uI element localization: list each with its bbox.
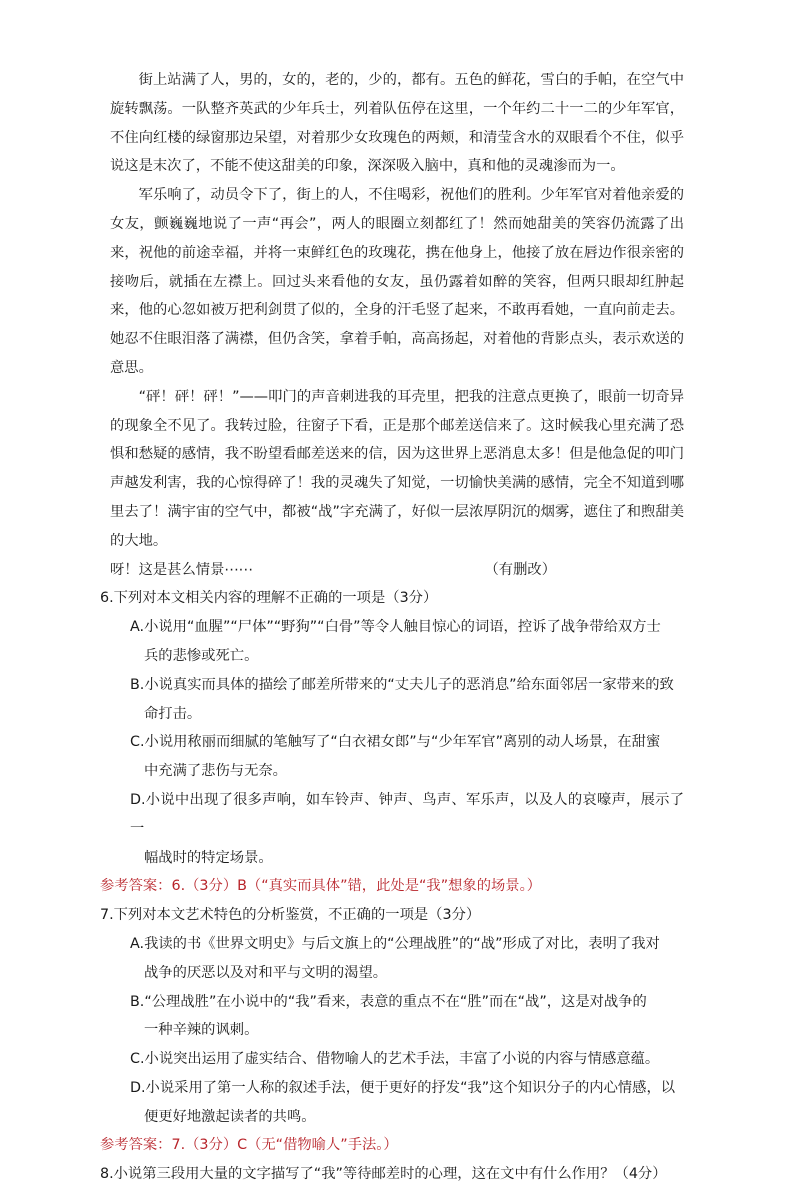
option-line: C.小说突出运用了虚实结合、借物喻人的艺术手法，丰富了小说的内容与情感意蕴。: [130, 1051, 660, 1068]
question-6-stem: 6.下列对本文相关内容的理解不正确的一项是（3分）: [100, 590, 438, 607]
question-7-option-b: [110, 988, 684, 1046]
story-paragraph-3: “砰！砰！砰！”——叩门的声音刺进我的耳壳里，把我的注意点更换了，眼前一切奇异的现象全不见了。我转过脸，往窗子下看，正是那个邮差送信来了。这时候我心里充满了恐惧和愁疑的感情，我不盼望看邮差送来的信，因为这世界上恶消息太多！但是他急促的叩门声越发利害，我的心惊得碎了！我的灵魂失了知觉，一切愉快美满的感情，完全不知道到哪里去了！满宇宙的空气中，都被“战”字充满了，好似一层浓厚阴沉的烟雾，遮住了和煦甜美的大地。: [110, 388, 684, 549]
option-continuation: 中充满了悲伤与无奈。: [144, 763, 287, 780]
question-7-option-a: [110, 930, 684, 988]
option-line: D.小说采用了第一人称的叙述手法，便于更好的抒发“我”这个知识分子的内心情感，以: [130, 1079, 676, 1096]
option-continuation: 幅战时的特定场景。: [144, 849, 273, 866]
option-continuation: 一种辛辣的讽刺。: [144, 1022, 259, 1039]
story-closing-line: [110, 556, 684, 585]
option-line: C.小说用秾丽而细腻的笔触写了“白衣裙女郎”与“少年军官”离别的动人场景，在甜蜜: [130, 734, 661, 751]
question-6-answer: 参考答案：6.（3分）B（“真实而具体”错，此处是“我”想象的场景。）: [100, 878, 542, 895]
option-continuation: 命打击。: [144, 705, 202, 722]
option-continuation: 便更好地激起读者的共鸣。: [144, 1108, 316, 1125]
story-closing-text: 呀！这是甚么情景⋯⋯: [110, 561, 253, 578]
question-6-option-b: [110, 671, 684, 729]
question-6-option-d: [110, 786, 684, 872]
question-6-option-c: [110, 728, 684, 786]
question-6-option-a: [110, 613, 684, 671]
story-paragraph-1: 街上站满了人，男的，女的，老的，少的，都有。五色的鲜花，雪白的手帕，在空气中旋转飘荡。一队整齐英武的少年兵士，列着队伍停在这里，一个年约二十一二的少年军官，不住向红楼的绿窗那边呆望，对着那少女玫瑰色的两颊，和清莹含水的双眼看个不住，似乎说这是末次了，不能不使这甜美的印象，深深吸入脑中，真和他的灵魂渗而为一。: [110, 72, 684, 175]
option-line: B.小说真实而具体的描绘了邮差所带来的“丈夫儿子的恶消息”给东面邻居一家带来的致: [130, 676, 674, 693]
option-line: D.小说中出现了很多声响，如车铃声、钟声、鸟声、军乐声，以及人的哀嚎声，展示了一: [130, 791, 684, 837]
question-8-stem: 8.小说第三段用大量的文字描写了“我”等待邮差时的心理，这在文中有什么作用？（4分）: [100, 1166, 667, 1183]
question-7-answer: 参考答案：7.（3分）C（无“借物喻人”手法。）: [100, 1137, 398, 1154]
option-line: B.“公理战胜”在小说中的“我”看来，表意的重点不在“胜”而在“战”，这是对战争的: [130, 993, 647, 1010]
question-7-stem: 7.下列对本文艺术特色的分析鉴赏，不正确的一项是（3分）: [100, 907, 481, 924]
question-7-option-c: [110, 1045, 684, 1074]
option-line: A.小说用“血腥”“尸体”“野狗”“白骨”等令人触目惊心的词语，控诉了战争带给双方士: [130, 619, 661, 636]
edit-note: （有删改）: [484, 561, 556, 578]
question-7-option-d: [110, 1074, 684, 1132]
story-paragraph-2: 军乐响了，动员令下了，街上的人，不住喝彩，祝他们的胜利。少年军官对着他亲爱的女友，颤巍巍地说了一声“再会”，两人的眼圈立刻都红了！然而她甜美的笑容仍流露了出来，祝他的前途幸福，并将一束鲜红色的玫瑰花，携在他身上，他接了放在唇边作很亲密的接吻后，就插在左襟上。回过头来看他的女友，虽仍露着如醉的笑容，但两只眼却红肿起来，他的心忽如被万把利剑贯了似的，全身的汗毛竖了起来，不敢再看她，一直向前走去。她忍不住眼泪落了满襟，但仍含笑，拿着手帕，高高扬起，对着他的背影点头，表示欢送的意思。: [110, 187, 684, 376]
option-continuation: 战争的厌恶以及对和平与文明的渴望。: [144, 964, 388, 981]
option-line: A.我读的书《世界文明史》与后文旗上的“公理战胜”的“战”形成了对比，表明了我对: [130, 935, 660, 952]
option-continuation: 兵的悲惨或死亡。: [144, 647, 259, 664]
